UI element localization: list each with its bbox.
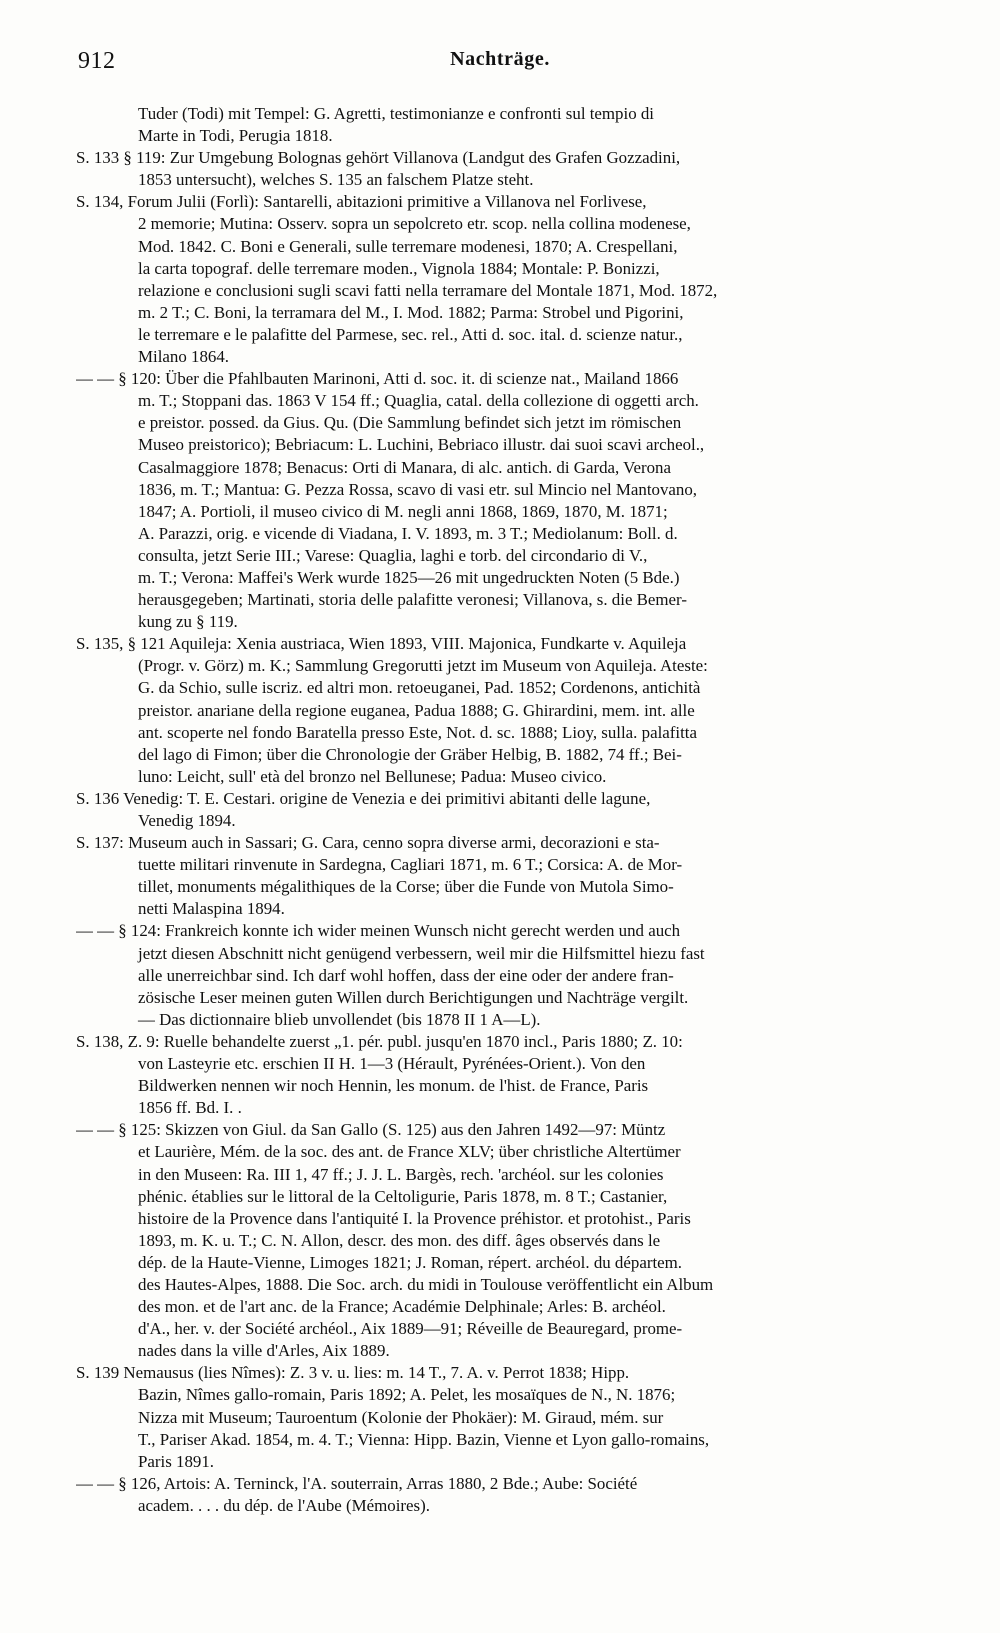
text-line: et Laurière, Mém. de la soc. des ant. de France XLV; über christliche Altertümer: [138, 1142, 681, 1162]
text-line: S. 133 § 119: Zur Umgebung Bolognas gehört Villanova (Landgut des Grafen Gozzadini,: [76, 148, 681, 168]
text-line: 2 memorie; Mutina: Osserv. sopra un sepolcreto etr. scop. nella collina modenese,: [138, 214, 691, 234]
text-line: 1853 untersucht), welches S. 135 an falschem Platze steht.: [138, 170, 534, 190]
entry-paragraph: [76, 1119, 964, 1362]
text-line: histoire de la Provence dans l'antiquité I. la Provence préhistor. et protohist., Paris: [138, 1208, 691, 1228]
text-line: Bildwerken nennen wir noch Hennin, les monum. de l'hist. de France, Paris: [138, 1076, 649, 1096]
text-line: preistor. anariane della regione euganea, Padua 1888; G. Ghirardini, mem. int. alle: [138, 700, 695, 720]
text-line: 1836, m. T.; Mantua: G. Pezza Rossa, scavo di vasi etr. sul Mincio nel Mantovano,: [138, 479, 698, 499]
running-title: Nachträge.: [450, 48, 550, 70]
text-line: S. 135, § 121 Aquileja: Xenia austriaca, Wien 1893, VIII. Majonica, Fundkarte v. Aquileja: [76, 634, 687, 654]
text-line: le terremare e le palafitte del Parmese, sec. rel., Atti d. soc. ital. d. scienze natur.,: [138, 324, 683, 344]
text-line: — — § 124: Frankreich konnte ich wider meinen Wunsch nicht gerecht werden und auch: [76, 921, 681, 941]
text-line: — — § 126, Artois: A. Terninck, l'A. souterrain, Arras 1880, 2 Bde.; Aube: Société: [76, 1473, 638, 1493]
text-line: consulta, jetzt Serie III.; Varese: Quaglia, laghi e torb. del circondario di V.,: [138, 545, 648, 565]
text-line: Casalmaggiore 1878; Benacus: Orti di Manara, di alc. antich. di Garda, Verona: [138, 457, 671, 477]
text-line: — — § 120: Über die Pfahlbauten Marinoni, Atti d. soc. it. di scienze nat., Mailand 1866: [76, 369, 679, 389]
text-line: dép. de la Haute-Vienne, Limoges 1821; J. Roman, répert. archéol. du départem.: [138, 1252, 682, 1272]
text-line: m. T.; Verona: Maffei's Werk wurde 1825—26 mit ungedruckten Noten (5 Bde.): [138, 567, 680, 587]
entry-paragraph: [76, 920, 964, 1030]
entry-paragraph: [76, 832, 964, 920]
text-line: Paris 1891.: [138, 1451, 215, 1471]
entry-paragraph: [76, 147, 964, 191]
entry-paragraph: [76, 368, 964, 633]
page-number: 912: [78, 48, 116, 74]
text-line: 1847; A. Portioli, il museo civico di M. negli anni 1868, 1869, 1870, M. 1871;: [138, 501, 668, 521]
entry-paragraph: [76, 103, 964, 147]
entry-paragraph: [76, 1473, 964, 1517]
text-line: luno: Leicht, sull' età del bronzo nel Bellunese; Padua: Museo civico.: [138, 766, 607, 786]
page-header: [0, 48, 1000, 82]
text-line: m. T.; Stoppani das. 1863 V 154 ff.; Quaglia, catal. della collezione di oggetti arch.: [138, 391, 699, 411]
text-line: S. 137: Museum auch in Sassari; G. Cara, cenno sopra diverse armi, decorazioni e sta-: [76, 833, 660, 853]
text-line: des Hautes-Alpes, 1888. Die Soc. arch. du midi in Toulouse veröffentlicht ein Album: [138, 1274, 714, 1294]
text-line: nades dans la ville d'Arles, Aix 1889.: [138, 1341, 390, 1361]
text-line: del lago di Fimon; über die Chronologie der Gräber Helbig, B. 1882, 74 ff.; Bei-: [138, 744, 682, 764]
text-line: m. 2 T.; C. Boni, la terramara del M., I. Mod. 1882; Parma: Strobel und Pigorini,: [138, 302, 684, 322]
entry-paragraph: [76, 1362, 964, 1472]
entry-paragraph: [76, 1031, 964, 1119]
text-line: Marte in Todi, Perugia 1818.: [138, 126, 333, 146]
text-line: phénic. établies sur le littoral de la Celtoligurie, Paris 1878, m. 8 T.; Castanier,: [138, 1186, 668, 1206]
text-line: T., Pariser Akad. 1854, m. 4. T.; Vienna: Hipp. Bazin, Vienne et Lyon gallo-romains,: [138, 1429, 710, 1449]
text-line: tillet, monuments mégalithiques de la Corse; über die Funde von Mutola Simo-: [138, 877, 674, 897]
text-line: academ. . . . du dép. de l'Aube (Mémoires).: [138, 1495, 430, 1515]
text-line: alle unerreichbar sind. Ich darf wohl hoffen, dass der eine oder der andere fran-: [138, 965, 674, 985]
entry-paragraph: [76, 633, 964, 788]
text-line: S. 136 Venedig: T. E. Cestari. origine de Venezia e dei primitivi abitanti delle lagune,: [76, 788, 651, 808]
entry-paragraph: [76, 191, 964, 368]
text-line: Mod. 1842. C. Boni e Generali, sulle terremare modenesi, 1870; A. Crespellani,: [138, 236, 678, 256]
text-line: netti Malaspina 1894.: [138, 899, 285, 919]
text-line: zösische Leser meinen guten Willen durch Berichtigungen und Nachträge vergilt.: [138, 987, 689, 1007]
text-line: in den Museen: Ra. III 1, 47 ff.; J. J. L. Bargès, rech. 'archéol. sur les colonies: [138, 1164, 664, 1184]
text-line: d'A., her. v. der Société archéol., Aix 1889—91; Réveille de Beauregard, prome-: [138, 1319, 683, 1339]
text-line: la carta topograf. delle terremare moden., Vignola 1884; Montale: P. Bonizzi,: [138, 258, 660, 278]
text-line: kung zu § 119.: [138, 612, 238, 632]
text-line: S. 139 Nemausus (lies Nîmes): Z. 3 v. u. lies: m. 14 T., 7. A. v. Perrot 1838; Hipp.: [76, 1363, 630, 1383]
text-line: A. Parazzi, orig. e vicende di Viadana, I. V. 1893, m. 3 T.; Mediolanum: Boll. d.: [138, 523, 678, 543]
entry-paragraph: [76, 788, 964, 832]
text-line: S. 138, Z. 9: Ruelle behandelte zuerst „1. pér. publ. jusqu'en 1870 incl., Paris 1880; Z. 10:: [76, 1031, 683, 1051]
text-line: Nizza mit Museum; Tauroentum (Kolonie der Phokäer): M. Giraud, mém. sur: [138, 1407, 664, 1427]
text-line: 1856 ff. Bd. I. .: [138, 1098, 242, 1118]
text-line: Venedig 1894.: [138, 811, 236, 830]
text-line: 1893, m. K. u. T.; C. N. Allon, descr. des mon. des diff. âges observés dans le: [138, 1230, 661, 1250]
text-line: — — § 125: Skizzen von Giul. da San Gallo (S. 125) aus den Jahren 1492—97: Müntz: [76, 1120, 666, 1140]
text-line: relazione e conclusioni sugli scavi fatti nella terramare del Montale 1871, Mod. 1872,: [138, 280, 718, 300]
body-text: [76, 103, 964, 1517]
text-line: G. da Schio, sulle iscriz. ed altri mon. retoeuganei, Pad. 1852; Cordenons, antichità: [138, 678, 701, 698]
text-line: ant. scoperte nel fondo Baratella presso Este, Not. d. sc. 1888; Lioy, sulla. palafitta: [138, 722, 697, 742]
text-line: e preistor. possed. da Gius. Qu. (Die Sammlung befindet sich jetzt im römischen: [138, 413, 682, 433]
text-line: Museo preistorico); Bebriacum: L. Luchini, Bebriaco illustr. dai suoi scavi archeol.,: [138, 435, 705, 455]
text-line: jetzt diesen Abschnitt nicht genügend verbessern, weil mir die Hilfsmittel hiezu fast: [138, 943, 705, 963]
text-line: herausgegeben; Martinati, storia delle palafitte veronesi; Villanova, s. die Bemer-: [138, 590, 687, 610]
text-line: von Lasteyrie etc. erschien II H. 1—3 (Hérault, Pyrénées-Orient.). Von den: [138, 1054, 646, 1074]
text-line: Milano 1864.: [138, 347, 230, 367]
text-line: — Das dictionnaire blieb unvollendet (bis 1878 II 1 A—L).: [138, 1009, 541, 1029]
text-line: Tuder (Todi) mit Tempel: G. Agretti, testimonianze e confronti sul tempio di: [138, 104, 655, 123]
text-line: (Progr. v. Görz) m. K.; Sammlung Gregorutti jetzt im Museum von Aquileja. Ateste:: [138, 656, 708, 676]
text-line: tuette militari rinvenute in Sardegna, Cagliari 1871, m. 6 T.; Corsica: A. de Mor-: [138, 855, 683, 875]
text-line: S. 134, Forum Julii (Forlì): Santarelli, abitazioni primitive a Villanova nel Forlivese,: [76, 192, 647, 212]
text-line: des mon. et de l'art anc. de la France; Académie Delphinale; Arles: B. archéol.: [138, 1297, 666, 1317]
text-line: Bazin, Nîmes gallo-romain, Paris 1892; A. Pelet, les mosaïques de N., N. 1876;: [138, 1385, 676, 1405]
